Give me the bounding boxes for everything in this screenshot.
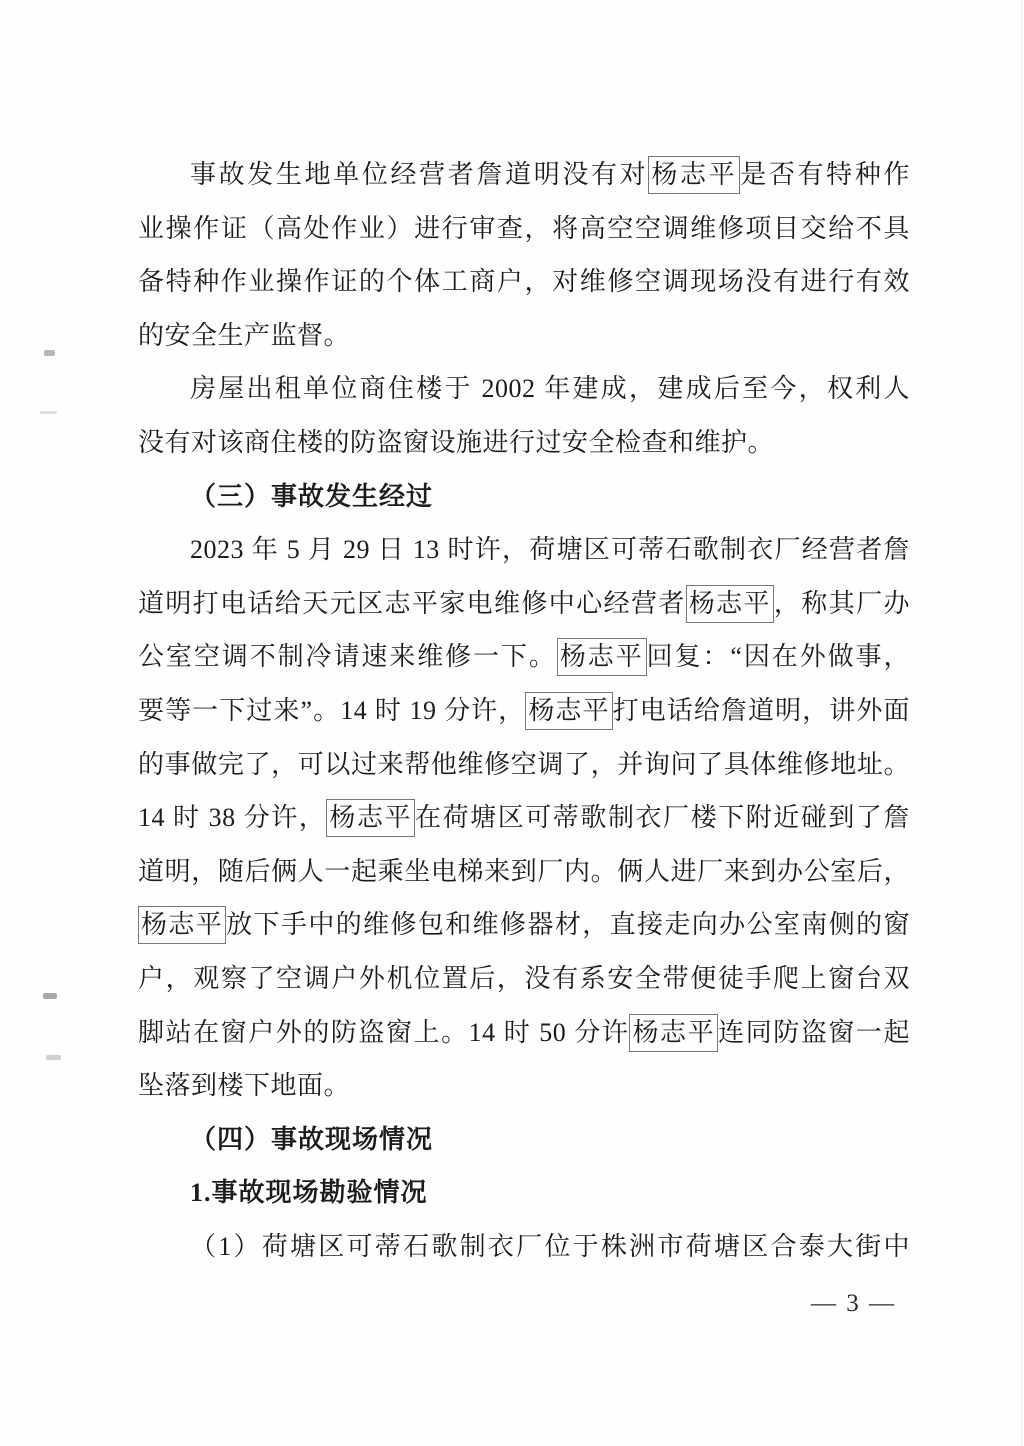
- text-run: 的事做完了，可以过来帮他维修空调了，并询问了具体维修地址。: [138, 749, 910, 779]
- text-run: （四）事故现场情况: [190, 1124, 434, 1154]
- scan-artifact: [44, 350, 55, 356]
- section-heading: [138, 470, 910, 524]
- text-run: 2023 年 5 月 29 日 13 时许，荷塘区可蒂石歌制衣厂经营者詹: [190, 535, 910, 565]
- scan-edge-line: [1021, 0, 1022, 1446]
- section-heading: [138, 1166, 910, 1220]
- text-line: [138, 577, 910, 631]
- text-run: 道明打电话给天元区志平家电维修中心经营者: [138, 588, 686, 618]
- text-run: 坠落到楼下地面。: [138, 1071, 351, 1101]
- text-run: （1）荷塘区可蒂石歌制衣厂位于株洲市荷塘区合泰大街中: [190, 1231, 910, 1261]
- redacted-name-box: 杨志平: [326, 799, 415, 837]
- text-line: [138, 523, 910, 577]
- redacted-name-box: 杨志平: [629, 1014, 718, 1052]
- text-run: ，称其厂办: [773, 588, 910, 618]
- text-line: [138, 952, 910, 1006]
- text-line: [138, 416, 910, 470]
- text-run: 公室空调不制冷请速来维修一下。: [138, 642, 557, 672]
- text-line: [138, 362, 910, 416]
- redacted-name-box: 杨志平: [557, 638, 647, 676]
- redacted-name-box: 杨志平: [648, 156, 740, 194]
- text-run: 事故发生地单位经营者詹道明没有对: [190, 160, 649, 189]
- scan-artifact: [40, 411, 57, 414]
- scan-artifact: [46, 1055, 61, 1060]
- scan-artifact: [43, 993, 57, 999]
- text-run: 备特种作业操作证的个体工商户，对维修空调现场没有进行有效: [138, 267, 910, 297]
- text-line: [138, 845, 910, 899]
- section-heading: [138, 1113, 910, 1167]
- text-run: 房屋出租单位商住楼于 2002 年建成，建成后至今，权利人: [190, 374, 910, 404]
- text-run: 放下手中的维修包和维修器材，直接走向办公室南侧的窗: [226, 910, 910, 940]
- text-line: [138, 202, 910, 256]
- text-run: 脚站在窗户外的防盗窗上。14 时 50 分许: [138, 1017, 630, 1047]
- text-line: [138, 1006, 910, 1060]
- redacted-name-box: 杨志平: [138, 906, 226, 944]
- redacted-name-box: 杨志平: [686, 585, 774, 623]
- text-line: [138, 148, 910, 202]
- text-run: 要等一下过来”。14 时 19 分许，: [138, 695, 526, 725]
- text-run: 1.事故现场勘验情况: [190, 1178, 428, 1208]
- text-line: [138, 1220, 910, 1274]
- text-run: 14 时 38 分许，: [138, 803, 327, 833]
- text-line: [138, 1059, 910, 1113]
- text-line: [138, 791, 910, 845]
- text-run: 道明，随后俩人一起乘坐电梯来到厂内。俩人进厂来到办公室后，: [138, 856, 910, 886]
- text-line: [138, 738, 910, 792]
- text-run: 回复：“因在外做事，: [646, 642, 910, 672]
- page-number: — 3 —: [811, 1290, 896, 1317]
- text-run: 是否有特种作: [740, 160, 910, 189]
- text-run: 业操作证（高处作业）进行审查，将高空空调维修项目交给不具: [138, 213, 910, 243]
- text-line: [138, 309, 910, 363]
- text-run: 户，观察了空调户外机位置后，没有系安全带便徒手爬上窗台双: [138, 963, 910, 993]
- text-run: （三）事故发生经过: [190, 481, 434, 511]
- text-run: 没有对该商住楼的防盗窗设施进行过安全检查和维护。: [138, 427, 775, 457]
- text-run: 连同防盗窗一起: [718, 1017, 910, 1047]
- text-run: 的安全生产监督。: [138, 320, 351, 350]
- text-run: 打电话给詹道明，讲外面: [612, 695, 910, 725]
- text-line: [138, 630, 910, 684]
- text-line: [138, 898, 910, 952]
- redacted-name-box: 杨志平: [525, 692, 612, 730]
- text-run: 在荷塘区可蒂歌制衣厂楼下附近碰到了詹: [415, 803, 910, 833]
- document-body: [138, 148, 910, 1273]
- text-line: [138, 255, 910, 309]
- text-line: [138, 684, 910, 738]
